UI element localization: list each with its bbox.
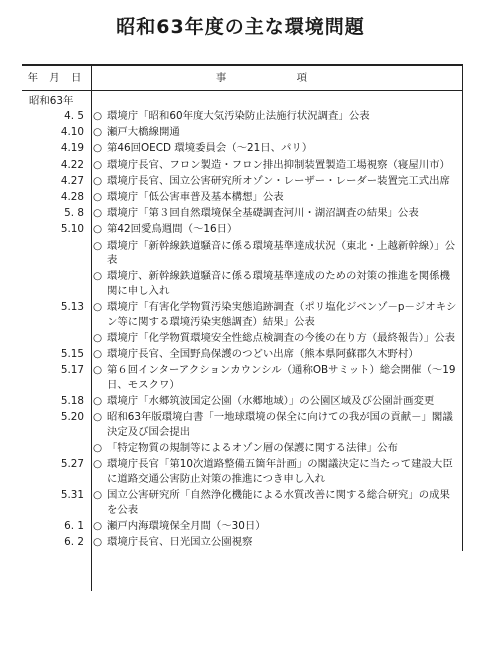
event-text: 環境庁「第３回自然環境保全基礎調査河川・湖沼調査の結果」公表 [107, 207, 419, 220]
bullet-marker: ○ [93, 411, 103, 424]
date-column-header: 年 月 日 [27, 72, 86, 84]
event-description [91, 457, 462, 486]
event-description [91, 394, 462, 409]
event-description [91, 206, 462, 221]
table-row [22, 519, 462, 534]
event-column-header: 事 項 [215, 72, 338, 84]
event-description [91, 239, 462, 268]
bullet-marker: ○ [93, 348, 103, 361]
event-text: 環境庁「低公害車普及基本構想」公表 [107, 190, 284, 203]
event-description [91, 158, 462, 173]
event-date: 5.15 [60, 348, 84, 361]
event-text: 環境庁長官、フロン製造・フロン排出抑制装置製造工場視察（寝屋川市） [107, 158, 450, 171]
bullet-marker: ○ [93, 395, 103, 407]
table-row [22, 347, 462, 362]
table-row [22, 206, 462, 221]
bullet-marker: ○ [93, 270, 103, 283]
bullet-marker: ○ [93, 519, 103, 532]
event-text: 環境庁長官「第10次道路整備五箇年計画」の閣議決定に当たって建設大臣に道路交通公害防止対策の推進につき申し入れ [107, 458, 453, 485]
event-date: 4. 5 [64, 110, 84, 122]
event-date: 4.22 [60, 158, 84, 171]
bullet-marker: ○ [93, 301, 103, 314]
table-row [22, 109, 462, 124]
bullet-marker: ○ [93, 142, 103, 155]
bullet-marker: ○ [93, 535, 103, 548]
table-row [22, 158, 462, 173]
bullet-marker: ○ [93, 239, 103, 252]
event-description [91, 441, 462, 456]
bullet-marker: ○ [93, 441, 103, 454]
event-text: 瀬戸内海環境保全月間（～30日） [107, 519, 266, 532]
year-label: 昭和63年 [29, 95, 74, 107]
event-date: 4.28 [60, 190, 84, 203]
event-date: 5.27 [60, 458, 84, 471]
event-description [91, 488, 462, 517]
bullet-marker: ○ [93, 126, 103, 139]
event-text: 第46回OECD 環境委員会（～21日、パリ） [107, 142, 313, 155]
event-description [91, 331, 462, 346]
event-text: 環境庁「新幹線鉄道騒音に係る環境基準達成状況（東北・上越新幹線）」公表 [107, 239, 456, 267]
event-date: 5.10 [60, 223, 84, 236]
event-text: 国立公害研究所「自然浄化機能による水質改善に関する総合研究」の成果を公表 [107, 488, 450, 516]
event-date: 6. 2 [64, 535, 84, 548]
event-date [22, 269, 91, 298]
event-description [91, 519, 462, 534]
event-description [91, 269, 462, 298]
event-description [91, 141, 462, 156]
bullet-marker: ○ [93, 223, 103, 236]
event-text: 環境庁長官、国立公害研究所オゾン・レーザー・レーダー装置完工式出席 [107, 174, 450, 187]
event-text: 環境庁長官、全国野鳥保護のつどい出席（熊本県阿蘇郡久木野村） [107, 348, 419, 361]
bullet-marker: ○ [93, 458, 103, 471]
event-text: 環境庁「有害化学物質汚染実態追跡調査（ポリ塩化ジベンゾ－p－ジオキシン等に関する環境汚染実態調査）結果」公表 [107, 301, 457, 328]
event-date [22, 239, 91, 268]
event-date: 4.27 [60, 174, 84, 187]
bullet-marker: ○ [93, 207, 103, 220]
event-text: 環境庁「水郷筑波国定公園（水郷地域）」の公園区域及び公園計画変更 [107, 395, 435, 407]
bullet-marker: ○ [93, 110, 103, 122]
bullet-marker: ○ [93, 174, 103, 187]
event-description [91, 190, 462, 205]
table-row [22, 441, 462, 456]
event-date: 5. 8 [64, 207, 84, 220]
event-description [91, 347, 462, 362]
table-row [22, 222, 462, 237]
table-row [22, 239, 462, 268]
table-row [22, 535, 462, 550]
event-text: 環境庁、新幹線鉄道騒音に係る環境基準達成のための対策の推進を関係機関に申し入れ [107, 270, 450, 297]
event-text: 瀬戸大橋線開通 [107, 126, 180, 139]
table-header [22, 66, 462, 91]
event-description [91, 410, 462, 439]
bullet-marker: ○ [93, 364, 103, 377]
event-text: 環境庁「昭和60年度大気汚染防止法施行状況調査」公表 [107, 110, 370, 122]
table-row [22, 141, 462, 156]
event-description [91, 174, 462, 189]
event-date: 5.13 [60, 301, 84, 314]
event-date: 4.10 [60, 126, 84, 139]
table-row [22, 363, 462, 392]
table-row [22, 331, 462, 346]
table-row [22, 457, 462, 486]
event-description [91, 300, 462, 329]
bullet-marker: ○ [93, 190, 103, 203]
bullet-marker: ○ [93, 158, 103, 171]
table-row [22, 394, 462, 409]
event-description [91, 363, 462, 392]
table-row [22, 488, 462, 517]
event-text: 「特定物質の規制等によるオゾン層の保護に関する法律」公布 [107, 441, 398, 454]
event-text: 第６回インターアクションカウンシル（通称OBサミット）総会開催（～19日、モスクワ） [107, 364, 456, 391]
event-date [22, 331, 91, 346]
column-divider [91, 66, 92, 591]
event-date: 6. 1 [64, 519, 84, 532]
event-description [91, 125, 462, 140]
event-description [91, 535, 462, 550]
bullet-marker: ○ [93, 331, 103, 344]
event-date: 5.20 [60, 411, 84, 424]
event-date: 5.17 [60, 364, 84, 377]
event-text: 第42回愛鳥週間（～16日） [107, 223, 238, 236]
event-description [91, 222, 462, 237]
table-row [22, 300, 462, 329]
event-text: 環境庁「化学物質環境安全性総点検調査の今後の在り方（最終報告）」公表 [107, 331, 456, 344]
table-row [22, 269, 462, 298]
page-title: 昭和63年度の主な環境問題 [116, 16, 365, 38]
event-description [91, 109, 462, 124]
events-table [22, 64, 463, 551]
bullet-marker: ○ [93, 488, 103, 501]
table-row [22, 125, 462, 140]
table-row [22, 190, 462, 205]
event-date: 4.19 [60, 142, 84, 155]
event-date: 5.31 [60, 488, 84, 501]
event-date [22, 441, 91, 456]
table-row [22, 174, 462, 189]
event-text: 環境庁長官、日光国立公園視察 [107, 535, 253, 548]
event-date: 5.18 [60, 395, 84, 407]
table-row [22, 410, 462, 439]
event-text: 昭和63年版環境白書「一地球環境の保全に向けての我が国の貢献－」閣議決定及び国会提出 [107, 411, 453, 438]
event-list [22, 109, 462, 550]
